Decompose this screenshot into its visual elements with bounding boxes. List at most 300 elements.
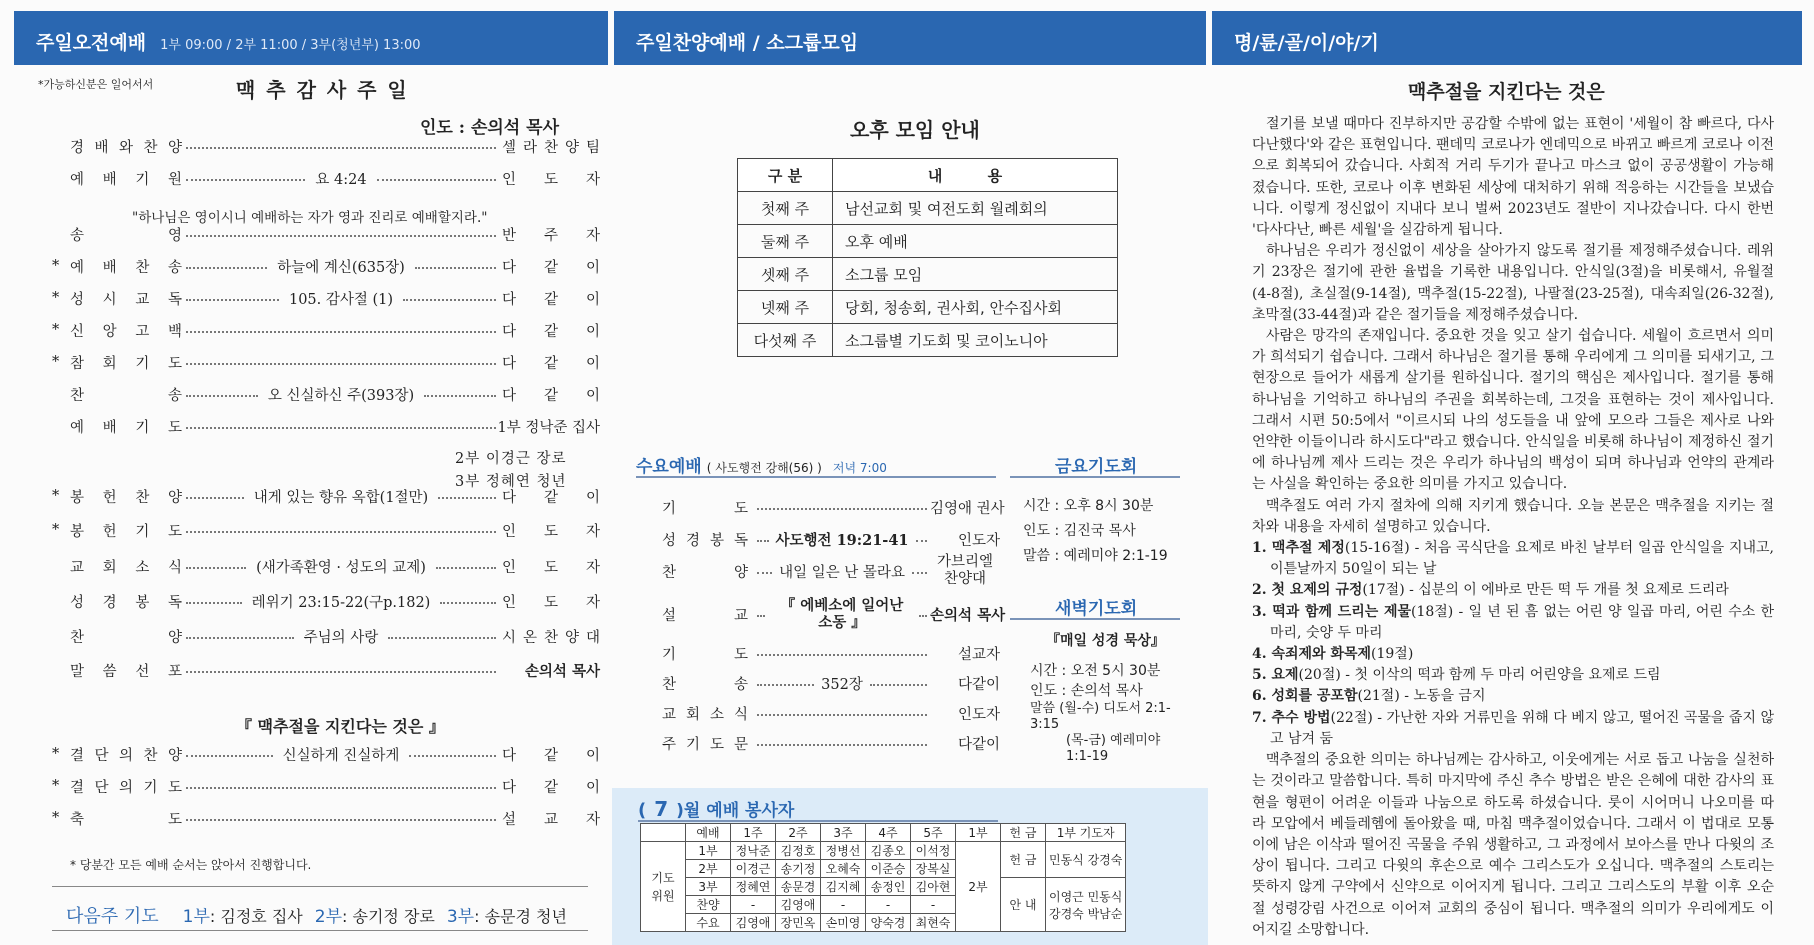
dots bbox=[415, 267, 496, 269]
order-row bbox=[52, 807, 600, 829]
header-left-times: 1부 09:00 / 2부 11:00 / 3부(청년부) 13:00 bbox=[160, 38, 421, 53]
order-row-star: * bbox=[52, 778, 60, 794]
order-row-right: 다 같 이 bbox=[502, 779, 600, 796]
afternoon-row-week: 넷째 주 bbox=[738, 291, 833, 324]
order-row-label: 결 단 의 찬 양 bbox=[70, 747, 182, 764]
volunteers-rule bbox=[638, 820, 998, 822]
wednesday-row-right: 손의석 목사 bbox=[930, 606, 1006, 624]
dawn-time: 시간 : 오전 5시 30분 bbox=[1030, 663, 1161, 679]
friday-leader: 인도 : 김진국 목사 bbox=[1023, 523, 1136, 539]
next-prayer-p2: 2부 bbox=[314, 907, 343, 927]
dots bbox=[870, 684, 927, 686]
order-row-right: 설 교 자 bbox=[502, 811, 600, 828]
dots bbox=[186, 567, 246, 569]
order-row-middle bbox=[182, 626, 500, 647]
volunteers-name: 김아현 bbox=[911, 878, 956, 896]
volunteers-name: 손미영 bbox=[821, 914, 866, 932]
volunteers-name: 송기정 bbox=[776, 860, 821, 878]
volunteers-head-cell: 1주 bbox=[731, 824, 776, 842]
order-row-middle-text: 105. 감사절 (1) bbox=[288, 291, 394, 308]
order-row-middle bbox=[182, 591, 500, 612]
order-row-right: 시 온 찬 양 대 bbox=[502, 629, 600, 646]
wednesday-row bbox=[662, 640, 1000, 666]
order-row-label: 송 영 bbox=[70, 227, 182, 244]
wednesday-row-label: 설 교 bbox=[662, 607, 748, 624]
order-row-right bbox=[525, 660, 600, 681]
story-list bbox=[1252, 538, 1774, 750]
volunteers-name: 김영애 bbox=[731, 914, 776, 932]
dots bbox=[438, 497, 496, 499]
volunteers-head-cell: 5주 bbox=[911, 824, 956, 842]
dots bbox=[403, 299, 496, 301]
next-prayer-p3: 3부 bbox=[446, 907, 475, 927]
afternoon-title: 오후 모임 안내 bbox=[850, 118, 980, 142]
volunteers-usher-names-1: 이영근 민동식 bbox=[1049, 889, 1123, 904]
order-row-right: 다 같 이 bbox=[502, 747, 600, 764]
order-row-right: 셀 라 찬 양 팀 bbox=[502, 139, 600, 156]
dots bbox=[186, 179, 305, 181]
volunteers-name: - bbox=[911, 896, 956, 914]
wednesday-rule bbox=[636, 476, 996, 478]
prayer-3bu: 3부 정혜연 청년 bbox=[455, 474, 567, 490]
volunteers-head-cell: 2주 bbox=[776, 824, 821, 842]
afternoon-row bbox=[738, 192, 1118, 225]
wednesday-row-label: 주 기 도 문 bbox=[662, 736, 748, 753]
order-row bbox=[52, 415, 600, 437]
order-row-star: * bbox=[52, 522, 60, 538]
wednesday-row-right: 김영애 권사 bbox=[930, 500, 1005, 517]
story-list-head: 3. 떡과 함께 드리는 제물 bbox=[1252, 603, 1411, 620]
service-title: 맥 추 감 사 주 일 bbox=[236, 78, 409, 102]
order-row-label: 예 배 기 원 bbox=[70, 171, 182, 188]
order-row-right: 다 같 이 bbox=[502, 323, 600, 340]
next-prayer-bottom-rule bbox=[52, 930, 588, 931]
dots bbox=[757, 684, 814, 686]
volunteers-head-cell: 헌 금 bbox=[1001, 824, 1046, 842]
afternoon-row-content: 소그룹 모임 bbox=[833, 258, 1118, 291]
order-row bbox=[52, 383, 600, 405]
order-row-right: 인 도 자 bbox=[502, 171, 600, 188]
order-row-label: 경 배 와 찬 양 bbox=[70, 139, 182, 156]
order-row-right: 인 도 자 bbox=[502, 523, 600, 540]
friday-rule bbox=[1010, 476, 1180, 478]
order-row bbox=[52, 625, 600, 647]
order-row-middle bbox=[182, 384, 500, 405]
wednesday-row-middle-text: 사도행전 19:21-41 bbox=[775, 531, 909, 549]
header-left-title: 주일오전예배 bbox=[36, 32, 147, 54]
next-prayer-top-rule bbox=[52, 886, 588, 887]
order-row-right bbox=[498, 416, 601, 437]
wednesday-row bbox=[662, 554, 1000, 587]
seated-note: * 당분간 모든 예배 순서는 앉아서 진행합니다. bbox=[70, 858, 312, 872]
dots bbox=[186, 395, 258, 397]
volunteers-name: 정병선 bbox=[821, 842, 866, 860]
order-row-middle bbox=[182, 256, 500, 277]
story-article bbox=[1252, 114, 1774, 941]
story-list-head: 7. 추수 방법 bbox=[1252, 709, 1331, 726]
order-row-star: * bbox=[52, 810, 60, 826]
wednesday-time: 저녁 7:00 bbox=[832, 461, 887, 475]
order-row-middle bbox=[182, 529, 500, 531]
wednesday-row-label: 찬 송 bbox=[662, 676, 748, 693]
volunteers-name: 오혜숙 bbox=[821, 860, 866, 878]
order-row-middle-text: 내게 있는 향유 옥합(1절만) bbox=[253, 489, 429, 506]
order-row-label: 신 앙 고 백 bbox=[70, 323, 182, 340]
dots bbox=[916, 540, 928, 542]
volunteers-offering-names: 민동식 강경숙 bbox=[1046, 842, 1126, 878]
dots bbox=[912, 572, 927, 574]
wednesday-row-label: 찬 양 bbox=[662, 564, 748, 581]
wednesday-row-middle bbox=[748, 529, 930, 550]
order-row-label: 참 회 기 도 bbox=[70, 355, 182, 372]
dots bbox=[186, 637, 294, 639]
wednesday-row-middle-text: 352장 bbox=[821, 676, 863, 693]
header-middle bbox=[614, 11, 1206, 65]
order-row-label: 봉 헌 찬 양 bbox=[70, 489, 182, 506]
volunteers-name: 김종오 bbox=[866, 842, 911, 860]
wednesday-row-label: 성 경 봉 독 bbox=[662, 532, 748, 549]
story-list-text: (18절) - 일 년 된 흠 없는 어린 양 일곱 마리, 어린 수소 한 마리, 숫양 두 마리 bbox=[1270, 603, 1775, 641]
order-row-label: 말 씀 선 포 bbox=[70, 663, 182, 680]
friday-word: 말씀 : 예레미야 2:1-19 bbox=[1023, 548, 1168, 564]
wednesday-row-right: 다같이 bbox=[957, 676, 1000, 693]
volunteers-service: 3부 bbox=[686, 878, 731, 896]
afternoon-col-category: 구 분 bbox=[738, 159, 833, 192]
next-prayer-n2: : 송기정 장로 bbox=[342, 907, 435, 926]
dots bbox=[757, 540, 769, 542]
next-prayer bbox=[66, 902, 567, 928]
dots bbox=[186, 671, 496, 673]
wednesday-heading bbox=[636, 452, 887, 477]
dots bbox=[186, 819, 496, 821]
order-row bbox=[52, 590, 600, 612]
volunteers-usher-label: 안 내 bbox=[1001, 878, 1046, 932]
story-list-text: (20절) - 첫 이삭의 떡과 함께 두 마리 어린양을 요제로 드림 bbox=[1298, 667, 1661, 684]
dawn-rule bbox=[1010, 618, 1180, 620]
afternoon-row-week: 둘째 주 bbox=[738, 225, 833, 258]
order-row-label: 예 배 기 도 bbox=[70, 419, 182, 436]
volunteers-name: 이경근 bbox=[731, 860, 776, 878]
wednesday-row-middle bbox=[748, 673, 930, 694]
order-row-label: 봉 헌 기 도 bbox=[70, 523, 182, 540]
order-row-right-text: 1부 정낙준 집사 bbox=[497, 419, 600, 436]
story-list-text: (21절) - 노동을 금지 bbox=[1357, 688, 1486, 705]
prayer-2bu: 2부 이경근 장로 bbox=[455, 451, 567, 467]
order-row-middle bbox=[182, 233, 500, 235]
afternoon-row-content: 당회, 청송회, 권사회, 안수집사회 bbox=[833, 291, 1118, 324]
dots bbox=[757, 572, 772, 574]
header-right-title: 명/륜/골/이/야/기 bbox=[1234, 32, 1379, 54]
order-row-middle bbox=[182, 817, 500, 819]
order-row-label: 교 회 소 식 bbox=[70, 559, 182, 576]
dots bbox=[757, 744, 927, 746]
order-row-star: * bbox=[52, 746, 60, 762]
dots bbox=[186, 299, 279, 301]
order-row-star: * bbox=[52, 354, 60, 370]
order-row-right: 인 도 자 bbox=[502, 559, 600, 576]
wednesday-row-right: 다같이 bbox=[957, 736, 1000, 753]
volunteers-name: 송문경 bbox=[776, 878, 821, 896]
story-title: 맥추절을 지킨다는 것은 bbox=[1408, 81, 1605, 103]
afternoon-row bbox=[738, 258, 1118, 291]
afternoon-table-head bbox=[738, 159, 1118, 192]
wednesday-row-right: 가브리엘 찬양대 bbox=[936, 554, 994, 587]
order-row-middle bbox=[182, 329, 500, 331]
wednesday-row-middle bbox=[748, 561, 930, 582]
story-paragraph-3: 사람은 망각의 존재입니다. 중요한 것을 잊고 살기 쉽습니다. 세월이 흐르면서 의미가 희석되기 쉽습니다. 그래서 하나님은 절기를 통해 우리에게 그 의미를 되새기고, 그 현장으로 들어가 새롭게 살기를 원하십니다. 절기의 핵심은 제사입니다. 절기를 통해 하나님을 기억하고 하나님의 주권을 회복하는데, 그것을 표현하는 것이 제사입니다. 그래서 시편 50:5에서 "이르시되 나의 성도들을 내 앞에 모으라 그들은 제사로 나와 언약한 이들이니라 하시도다"라고 했습니다. 안식일을 비롯해 하나님이 제정하신 절기에 하나님께 제사 드리는 것은 우리가 하나님의 백성이 되며 하나님과 언약의 관계라는 사실을 확인하는 중요한 의미를 가지고 있습니다. bbox=[1252, 328, 1774, 493]
order-row bbox=[52, 555, 600, 577]
volunteers-name: - bbox=[821, 896, 866, 914]
volunteers-title-pre: ( bbox=[638, 800, 647, 821]
volunteers-head-row bbox=[641, 824, 1126, 842]
volunteers-service: 찬양 bbox=[686, 896, 731, 914]
order-row-label: 찬 양 bbox=[70, 629, 182, 646]
volunteers-service: 2부 bbox=[686, 860, 731, 878]
volunteers-name: 정낙준 bbox=[731, 842, 776, 860]
header-left bbox=[14, 11, 608, 65]
volunteers-name: 김영애 bbox=[776, 896, 821, 914]
afternoon-row-week: 셋째 주 bbox=[738, 258, 833, 291]
volunteers-name: 김정호 bbox=[776, 842, 821, 860]
volunteers-heading bbox=[638, 796, 794, 821]
order-row-middle bbox=[182, 361, 500, 363]
order-row-star: * bbox=[52, 488, 60, 504]
volunteers-head-cell: 3주 bbox=[821, 824, 866, 842]
dawn-title: 새벽기도회 bbox=[1055, 599, 1138, 619]
order-row bbox=[52, 255, 600, 277]
stand-note: *가능하신분은 일어서서 bbox=[38, 78, 154, 91]
order-row bbox=[52, 659, 600, 681]
story-paragraph-5: 맥추절의 중요한 의미는 하나님께는 감사하고, 이웃에게는 서로 돕고 나눔을 실천하는 것이라고 말씀합니다. 특히 마지막에 주신 추수 방법은 받은 은혜에 대한 감사의 표현을 형편이 어려운 이들과 나눔으로 하도록 하셨습니다. 룻이 시어머니 나오미를 따라 모압에서 베들레헴에 돌아왔을 때, 마침 맥추절이었습니다. 그래서 이 법대로 모통이에 남은 이삭과 떨어진 곡물을 주워 생활하고, 그 과정에서 보아스를 만나 다윗의 조상이 됩니다. 그리고 다윗의 후손으로 예수 그리스도가 오십니다. 맥추절의 스토리는 뜻하지 않게 구약에서 신약으로 이어지게 됩니다. 그리고 그리스도의 부활 이후 오순절 성령강림 사건으로 이어져 교회의 중심이 됩니다. 맥추절의 의미가 우리에게도 이어지길 소망합니다. bbox=[1252, 752, 1774, 938]
dots bbox=[757, 654, 927, 656]
story-list-item bbox=[1252, 644, 1774, 665]
next-prayer-n3: : 송문경 청년 bbox=[474, 907, 567, 926]
order-row-middle-text: 요 4:24 bbox=[315, 171, 367, 188]
dots bbox=[757, 714, 927, 716]
volunteers-table bbox=[640, 823, 1126, 932]
volunteers-service: 수요 bbox=[686, 914, 731, 932]
story-list-item bbox=[1252, 538, 1774, 580]
order-row-label: 찬 송 bbox=[70, 387, 182, 404]
dots bbox=[186, 531, 496, 533]
order-row-middle-text: 하늘에 계신(635장) bbox=[277, 259, 405, 276]
volunteers-head-cell: 1부 bbox=[956, 824, 1001, 842]
order-row-middle-text: 오 신실하신 주(393장) bbox=[267, 387, 415, 404]
volunteers-name: 이준승 bbox=[866, 860, 911, 878]
wednesday-row-right: 설교자 bbox=[957, 646, 1000, 663]
afternoon-col-content: 내 용 bbox=[833, 159, 1118, 192]
order-row-middle bbox=[182, 168, 500, 189]
wednesday-row bbox=[662, 700, 1000, 726]
dots bbox=[186, 363, 496, 365]
wednesday-row-middle bbox=[748, 597, 930, 631]
dots bbox=[388, 637, 496, 639]
order-row bbox=[52, 287, 600, 309]
dots bbox=[186, 427, 496, 429]
order-row-middle-text: 레위기 23:15-22(구p.182) bbox=[251, 594, 431, 611]
sermon-title: 『 맥추절을 지킨다는 것은 』 bbox=[236, 717, 445, 736]
volunteers-service: 1부 bbox=[686, 842, 731, 860]
order-row-label: 예 배 찬 송 bbox=[70, 259, 182, 276]
order-row bbox=[52, 519, 600, 541]
volunteers-name: - bbox=[731, 896, 776, 914]
order-row bbox=[52, 775, 600, 797]
dots bbox=[377, 179, 496, 181]
order-row-right: 인 도 자 bbox=[502, 594, 600, 611]
wednesday-series: ( 사도행전 강해(56) ) bbox=[706, 461, 822, 475]
volunteers-usher-names-2: 강경숙 박남순 bbox=[1049, 906, 1123, 921]
order-row-star: * bbox=[52, 258, 60, 274]
story-list-item bbox=[1252, 708, 1774, 750]
volunteers-name: 최현숙 bbox=[911, 914, 956, 932]
volunteers-head-cell: 1부 기도자 bbox=[1046, 824, 1126, 842]
order-row-right: 다 같 이 bbox=[502, 291, 600, 308]
dots bbox=[186, 235, 496, 237]
wednesday-row-middle-text: 『 에베소에 일어난 소동 』 bbox=[780, 597, 904, 631]
afternoon-row-content: 남선교회 및 여전도회 월례회의 bbox=[833, 192, 1118, 225]
story-list-item bbox=[1252, 602, 1774, 644]
dawn-word2: (목-금) 예레미야 1:1-19 bbox=[1066, 733, 1161, 764]
service-leader: 인도 : 손의석 목사 bbox=[420, 118, 559, 138]
dots bbox=[186, 497, 244, 499]
dots bbox=[186, 267, 267, 269]
dots bbox=[440, 602, 496, 604]
wednesday-row-middle bbox=[748, 742, 930, 744]
next-prayer-n1: : 김정호 집사 bbox=[209, 907, 303, 926]
wednesday-row bbox=[662, 526, 1000, 552]
volunteers-row bbox=[641, 878, 1126, 896]
volunteers-head-cell: 예배 bbox=[686, 824, 731, 842]
volunteers-group: 기도 위원 bbox=[641, 842, 686, 932]
wednesday-row-middle bbox=[748, 652, 930, 654]
wednesday-title: 수요예배 bbox=[636, 457, 702, 477]
order-row-right: 다 같 이 bbox=[502, 259, 600, 276]
order-row-middle bbox=[182, 785, 500, 787]
order-row-middle bbox=[182, 145, 500, 147]
afternoon-row-week: 다섯째 주 bbox=[738, 324, 833, 357]
dawn-word1: 말씀 (월-수) 디도서 2:1-3:15 bbox=[1030, 701, 1171, 732]
wednesday-row bbox=[662, 597, 1006, 631]
order-row bbox=[52, 743, 600, 765]
order-row-right: 다 같 이 bbox=[502, 387, 600, 404]
order-row bbox=[52, 223, 600, 245]
story-list-text: (22절) - 가난한 자와 거류민을 위해 다 베지 않고, 떨어진 곡물을 줍지 않고 남겨 둠 bbox=[1270, 709, 1774, 747]
order-row-label: 결 단 의 기 도 bbox=[70, 779, 182, 796]
order-row-label: 성 경 봉 독 bbox=[70, 594, 182, 611]
afternoon-row-content: 소그룹별 기도회 및 코이노니아 bbox=[833, 324, 1118, 357]
volunteers-side-2bu: 2부 bbox=[956, 842, 1001, 932]
order-row-star: * bbox=[52, 290, 60, 306]
dawn-leader: 인도 : 손의석 목사 bbox=[1030, 683, 1143, 699]
order-row-right: 다 같 이 bbox=[502, 489, 600, 506]
story-list-head: 1. 맥추절 제정 bbox=[1252, 540, 1345, 557]
story-list-head: 6. 성회를 공포함 bbox=[1252, 688, 1358, 705]
wednesday-row bbox=[662, 494, 1005, 520]
dots bbox=[186, 787, 496, 789]
order-row-middle bbox=[182, 425, 500, 427]
story-list-text: (17절) - 십분의 이 에바로 만든 떡 두 개를 첫 요제로 드리라 bbox=[1362, 582, 1729, 599]
wednesday-row bbox=[662, 670, 1000, 696]
dots bbox=[436, 567, 496, 569]
order-row-middle bbox=[182, 486, 500, 507]
order-row-middle bbox=[182, 669, 500, 671]
order-row-middle-text: 신실하게 진실하게 bbox=[282, 747, 400, 764]
afternoon-row bbox=[738, 324, 1118, 357]
dots bbox=[424, 395, 496, 397]
order-row bbox=[52, 135, 600, 157]
order-row-right: 다 같 이 bbox=[502, 355, 600, 372]
volunteers-name: 송정인 bbox=[866, 878, 911, 896]
dots bbox=[186, 147, 496, 149]
verse-quote: "하나님은 영이시니 예배하는 자가 영과 진리로 예배할지라." bbox=[132, 210, 488, 226]
afternoon-row-week: 첫째 주 bbox=[738, 192, 833, 225]
volunteers-offering-label: 헌 금 bbox=[1001, 842, 1046, 878]
wednesday-row-middle bbox=[748, 712, 930, 714]
volunteers-row bbox=[641, 842, 1126, 860]
afternoon-row bbox=[738, 291, 1118, 324]
story-paragraph-2: 하나님은 우리가 정신없이 세상을 살아가지 않도록 절기를 제정해주셨습니다. 레위기 23장은 절기에 관한 율법을 기록한 내용입니다. 안식일(3절)을 비롯해서, 유월절(4-8절), 초실절(9-14절), 맥추절(15-22절), 나팔절(23-25절), 대속죄일(26-32절), 초막절(33-44절)과 같은 절기들을 제정해주셨습니다. bbox=[1252, 243, 1774, 323]
volunteers-month: 7 bbox=[654, 797, 669, 821]
volunteers-name: 이석정 bbox=[911, 842, 956, 860]
order-row-right: 반 주 자 bbox=[502, 227, 600, 244]
order-row-middle bbox=[182, 288, 500, 309]
story-list-head: 4. 속죄제와 화목제 bbox=[1252, 646, 1372, 663]
volunteers-name: 장복실 bbox=[911, 860, 956, 878]
story-list-head: 5. 요제 bbox=[1252, 667, 1299, 684]
friday-title: 금요기도회 bbox=[1055, 457, 1138, 477]
order-row-label: 축 도 bbox=[70, 811, 182, 828]
dawn-subtitle: 『매일 성경 묵상』 bbox=[1046, 633, 1165, 649]
dots bbox=[409, 755, 496, 757]
friday-time: 시간 : 오후 8시 30분 bbox=[1023, 498, 1154, 514]
wednesday-row-middle bbox=[748, 506, 930, 508]
wednesday-row-label: 기 도 bbox=[662, 500, 748, 517]
dots bbox=[186, 755, 273, 757]
volunteers-head-cell: 4주 bbox=[866, 824, 911, 842]
wednesday-row-label: 기 도 bbox=[662, 646, 748, 663]
story-list-item bbox=[1252, 580, 1774, 601]
next-prayer-p1: 1부 bbox=[182, 907, 210, 927]
afternoon-row-content: 오후 예배 bbox=[833, 225, 1118, 258]
header-right bbox=[1212, 11, 1802, 65]
dots bbox=[757, 615, 765, 617]
wednesday-row bbox=[662, 730, 1000, 756]
dots bbox=[919, 615, 927, 617]
order-row bbox=[52, 319, 600, 341]
volunteers-head-blank bbox=[641, 824, 686, 842]
order-row bbox=[52, 167, 600, 189]
order-row-middle-text: 주님의 사랑 bbox=[303, 629, 379, 646]
order-row-star: * bbox=[52, 322, 60, 338]
volunteers-name: 장민옥 bbox=[776, 914, 821, 932]
wednesday-row-right: 인도자 bbox=[957, 706, 1000, 723]
volunteers-name: 양숙경 bbox=[866, 914, 911, 932]
order-row-middle-text: (새가족환영 · 성도의 교제) bbox=[256, 559, 426, 576]
wednesday-row-middle-text: 내일 일은 난 몰라요 bbox=[779, 564, 905, 581]
story-list-item bbox=[1252, 665, 1774, 686]
order-row-middle bbox=[182, 744, 500, 765]
volunteers-name: 정혜연 bbox=[731, 878, 776, 896]
header-middle-title: 주일찬양예배 / 소그룹모임 bbox=[636, 32, 859, 54]
afternoon-table bbox=[737, 158, 1118, 357]
order-row-right-text: 손의석 목사 bbox=[524, 662, 600, 680]
volunteers-usher-names bbox=[1046, 878, 1126, 932]
volunteers-name: - bbox=[866, 896, 911, 914]
story-list-head: 2. 첫 요제의 규정 bbox=[1252, 582, 1363, 599]
order-row-label: 성 시 교 독 bbox=[70, 291, 182, 308]
volunteers-title-post: )월 예배 봉사자 bbox=[676, 801, 795, 821]
dots bbox=[186, 331, 496, 333]
